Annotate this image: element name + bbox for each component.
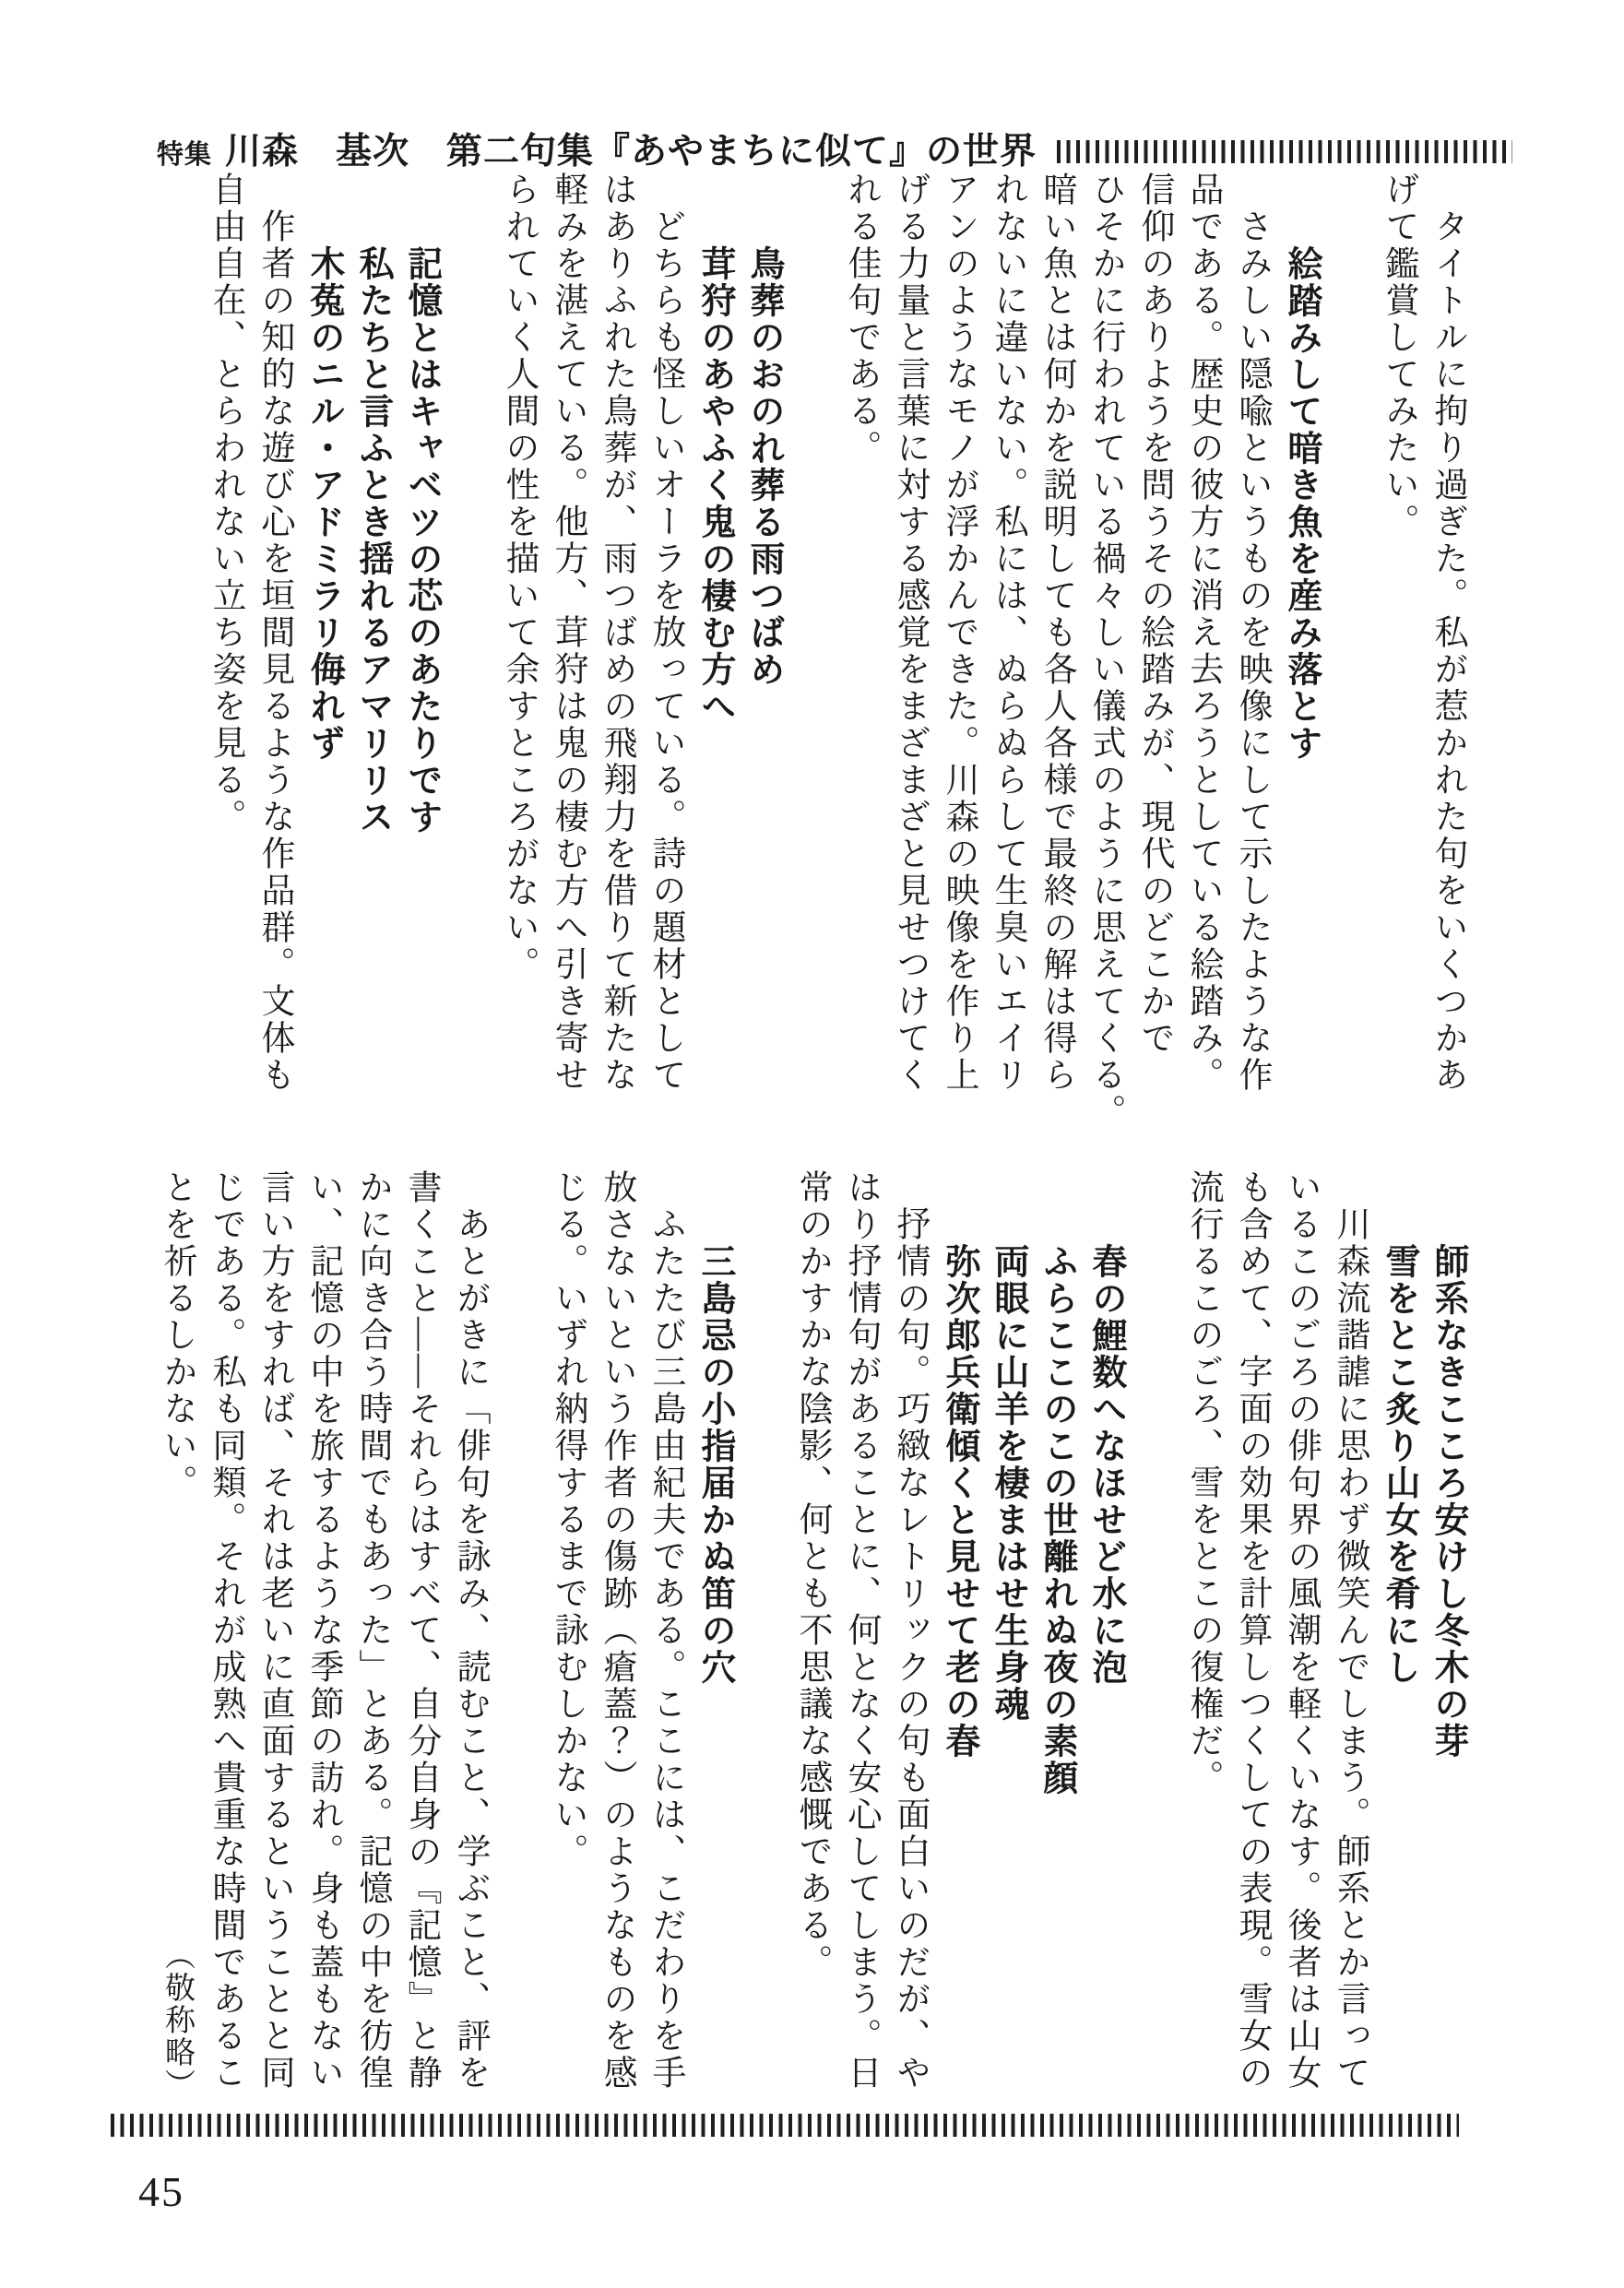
haiku-column: 絵踏みして暗き魚を産み落とす (1282, 245, 1321, 762)
text-column: タイトルに拘り過ぎた。私が惹かれた句をいくつかあ (1428, 208, 1466, 1094)
text-column: 暗い魚とは何かを説明しても各人各様で最終の解は得ら (1037, 172, 1075, 1094)
text-column: 言い方をすれば、それは老いに直面するということと同 (255, 1169, 293, 2092)
text-column: じる。いずれ納得するまで詠むしかない。 (549, 1169, 587, 1870)
text-column: あとがきに「俳句を詠み、読むこと、学ぶこと、評を (451, 1206, 489, 2092)
text-column: 作者の知的な遊び心を垣間見るような作品群。文体も (255, 208, 293, 1094)
haiku-column: 両眼に山羊を棲まはせ生身魂 (989, 1243, 1027, 1723)
haiku-column: 三島忌の小指届かぬ笛の穴 (695, 1243, 734, 1686)
haiku-column: 春の鯉数へなほせど水に泡 (1086, 1243, 1125, 1686)
text-column: ふたたび三島由紀夫である。ここには、こだわりを手 (646, 1206, 684, 2092)
text-column: 抒情の句。巧緻なレトリックの句も面白いのだが、や (891, 1206, 929, 2092)
text-column: 放さないという作者の傷跡（瘡蓋？）のようなものを感 (598, 1169, 635, 2092)
text-column: い、記憶の中を旅するような季節の訪れ。身も蓋もない (304, 1169, 342, 2092)
text-column: られていく人間の性を描いて余すところがない。 (500, 172, 538, 983)
dotted-rule-footer (111, 2114, 1459, 2137)
text-column: 常のかすかな陰影、何とも不思議な感慨である。 (793, 1169, 831, 1981)
haiku-column: 弥次郎兵衛傾くと見せて老の春 (940, 1243, 978, 1760)
blank-column (788, 172, 836, 1140)
text-column: 信仰のありようを問うその絵踏みが、現代のどこかで (1135, 172, 1173, 1057)
text-column: 川森流諧謔に思わず微笑んでしまう。師系とか言って (1331, 1206, 1369, 2092)
text-column: とを祈るしかない。 （敬称略） (152, 1169, 201, 2101)
blank-column (1325, 172, 1374, 1140)
haiku-column: 鳥葬のおのれ葬る雨つばめ (744, 245, 783, 688)
text-column: 書くこと――それらはすべて、自分自身の『記憶』と静 (402, 1169, 440, 2092)
dotted-rule-header (1057, 140, 1512, 163)
page-title: 川森 基次 第二句集『あやまちに似て』の世界 (225, 132, 1037, 172)
text-column: かに向き合う時間でもあった」とある。記憶の中を彷徨 (353, 1169, 391, 2092)
page-header (157, 123, 1512, 174)
text-column: げて鑑賞してみたい。 (1380, 172, 1417, 540)
text-column: はありふれた鳥葬が、雨つばめの飛翔力を借りて新たな (598, 172, 635, 1094)
feature-label: 特集 (157, 140, 213, 170)
haiku-column: 雪をとこ炙り山女を肴にし (1380, 1243, 1418, 1686)
text-column: じである。私も同類。それが成熟へ貴重な時間であるこ (207, 1169, 244, 2092)
page-number: 45 (138, 2168, 184, 2215)
text-column: 軽みを湛えている。他方、茸狩は鬼の棲む方へ引き寄せ (549, 172, 587, 1094)
haiku-column: 師系なきこころ安けし冬木の芽 (1428, 1243, 1467, 1760)
text-column: はり抒情句があることに、何となく安心してしまう。日 (842, 1169, 880, 2092)
text-column: さみしい隠喩というものを映像にして示したような作 (1233, 208, 1271, 1094)
text-column: アンのようなモノが浮かんできた。川森の映像を作り上 (940, 172, 978, 1094)
text-column: も含めて、字面の効果を計算しつくしての表現。雪女の (1233, 1169, 1271, 2092)
top-text-block (201, 172, 1472, 1140)
haiku-column: 私たちと言ふとき揺れるアマリリス (353, 245, 392, 836)
text-column: れないに違いない。私には、ぬらぬらして生臭いエイリ (989, 172, 1026, 1094)
text-column: いるこのごろの俳句界の風潮を軽くいなす。後者は山女 (1282, 1169, 1320, 2092)
haiku-column: ふらここのこの世離れぬ夜の素顔 (1037, 1243, 1076, 1796)
text-column: げる力量と言葉に対する感覚をまざまざと見せつけてく (891, 172, 929, 1094)
blank-column (445, 172, 494, 1140)
blank-column (494, 1169, 543, 2101)
blank-column (1130, 1169, 1179, 2101)
haiku-column: 茸狩のあやふく鬼の棲む方へ (695, 245, 734, 725)
credit-note: （敬称略） (160, 1939, 194, 2101)
text-column: 自由自在、とらわれない立ち姿を見る。 (207, 172, 244, 836)
text-column: ひそかに行われている禍々しい儀式のように思えてくる。 (1086, 172, 1124, 1131)
text-column: 品である。歴史の彼方に消え去ろうとしている絵踏み。 (1184, 172, 1222, 1094)
blank-column (739, 1169, 788, 2101)
haiku-column: 木菟のニル・アドミラリ侮れず (304, 245, 343, 762)
text-column: 流行るこのごろ、雪をとこの復権だ。 (1184, 1169, 1222, 1796)
text-column: どちらも怪しいオーラを放っている。詩の題材として (646, 208, 684, 1094)
bottom-text-block (152, 1169, 1472, 2101)
haiku-column: 記憶とはキャベツの芯のあたりです (402, 245, 441, 836)
text-column: れる佳句である。 (842, 172, 880, 467)
